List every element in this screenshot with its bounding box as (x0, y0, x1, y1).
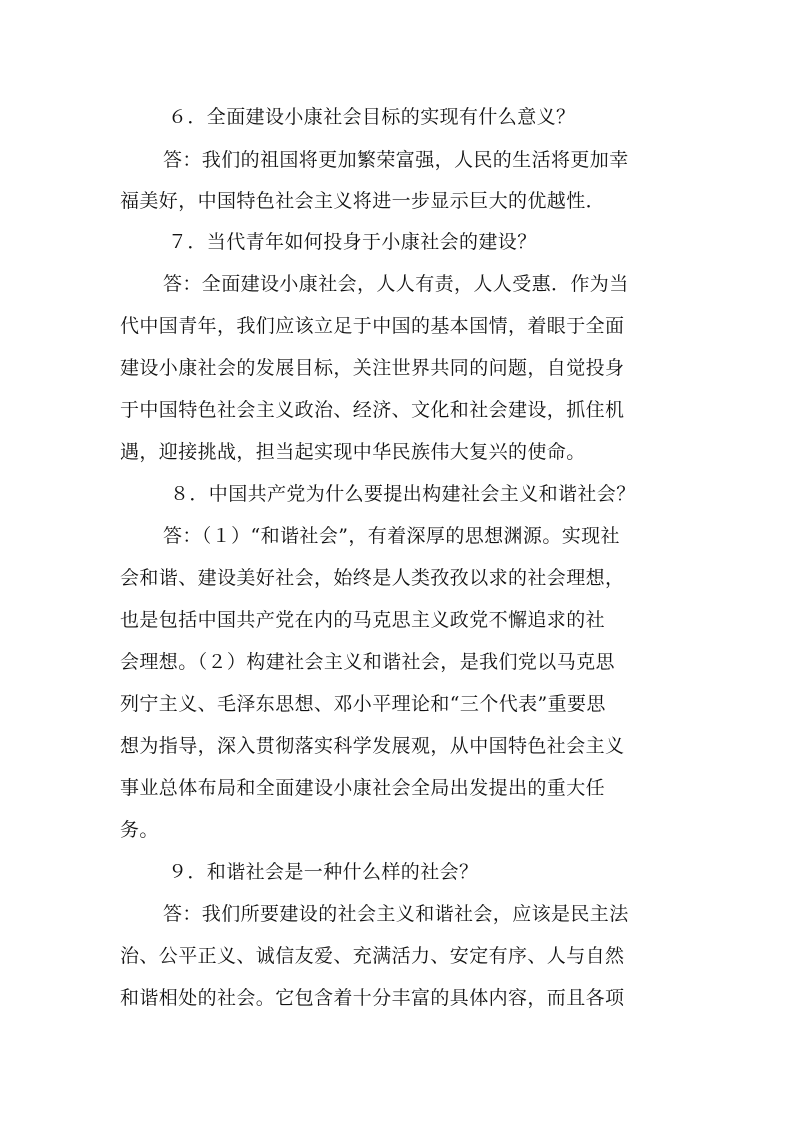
answer-7-line-3: 建设小康社会的发展目标，关注世界共同的问题，自觉投身 (120, 357, 625, 379)
answer-7-line-4: 于中国特色社会主义政治、经济、文化和社会建设，抓住机 (120, 399, 625, 421)
question-9: ９．和谐社会是一种什么样的社会？ (168, 861, 479, 883)
answer-7-line-2: 代中国青年，我们应该立足于中国的基本国情，着眼于全面 (120, 315, 625, 337)
answer-6-line-1: 答：我们的祖国将更加繁荣富强，人民的生活将更加幸 (163, 149, 629, 171)
answer-6-line-2: 福美好，中国特色社会主义将进一步显示巨大的优越性． (120, 190, 606, 212)
answer-9-line-1: 答：我们所要建设的社会主义和谐社会，应该是民主法 (163, 903, 629, 925)
answer-8-line-1: 答：（１）“和谐社会”，有着深厚的思想渊源。实现社 (163, 525, 620, 547)
answer-9-line-3: 和谐相处的社会。它包含着十分丰富的具体内容，而且各项 (120, 987, 625, 1009)
answer-8-line-2: 会和谐、建设美好社会，始终是人类孜孜以求的社会理想， (120, 567, 625, 589)
question-7: ７．当代青年如何投身于小康社会的建设？ (168, 231, 537, 253)
answer-9-line-2: 治、公平正义、诚信友爱、充满活力、安定有序、人与自然 (120, 945, 625, 967)
answer-8-line-5: 列宁主义、毛泽东思想、邓小平理论和“三个代表”重要思 (120, 693, 606, 715)
answer-8-line-4: 会理想。（２）构建社会主义和谐社会，是我们党以马克思 (120, 651, 615, 673)
answer-8-line-3: 也是包括中国共产党在内的马克思主义政党不懈追求的社 (120, 609, 606, 631)
answer-8-line-6: 想为指导，深入贯彻落实科学发展观，从中国特色社会主义 (120, 735, 625, 757)
answer-7-line-5: 遇，迎接挑战，担当起实现中华民族伟大复兴的使命。 (120, 441, 586, 463)
answer-8-line-7: 事业总体布局和全面建设小康社会全局出发提出的重大任 (120, 777, 606, 799)
question-8: ８．中国共产党为什么要提出构建社会主义和谐社会？ (170, 483, 636, 505)
answer-7-line-1: 答：全面建设小康社会，人人有责，人人受惠．作为当 (163, 273, 629, 295)
answer-8-line-8: 务。 (120, 819, 159, 841)
question-6: ６．全面建设小康社会目标的实现有什么意义？ (168, 106, 576, 128)
